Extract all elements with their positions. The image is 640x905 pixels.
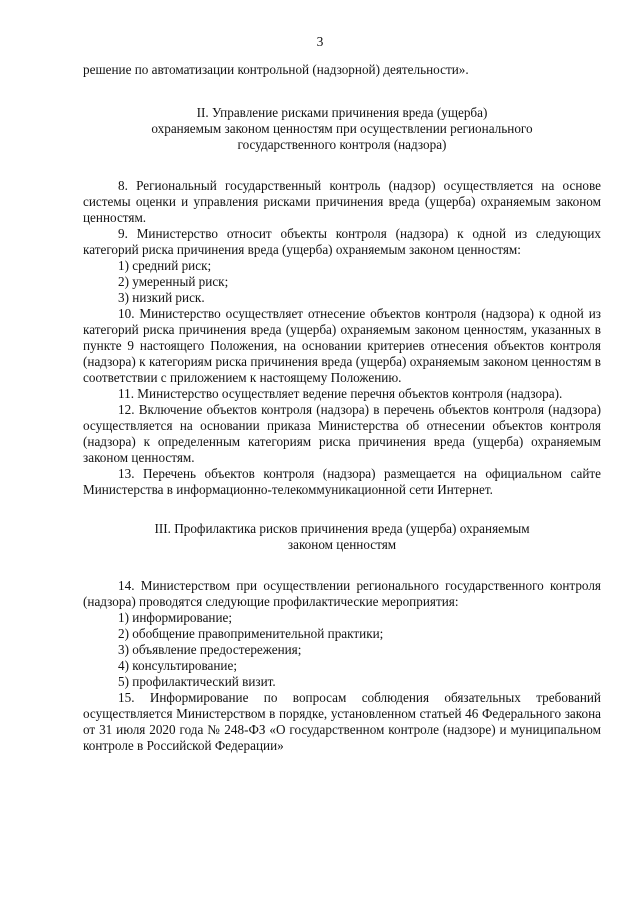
section-3-heading-line: законом ценностям <box>287 537 397 552</box>
prevention-measure-item: 4) консультирование; <box>118 658 238 673</box>
risk-category-item: 1) средний риск; <box>118 258 212 273</box>
paragraph-13: 13. Перечень объектов контроля (надзора) размещается на официальном сайте Министерства в информационно-телекоммуникационной сети Интернет. <box>83 466 601 497</box>
section-2-heading <box>83 105 601 153</box>
section-2-heading-line: охраняемым законом ценностям при осуществлении регионального <box>151 121 533 136</box>
section-3-heading-line: III. Профилактика рисков причинения вреда (ущерба) охраняемым <box>154 521 530 536</box>
risk-category-item: 2) умеренный риск; <box>118 274 229 289</box>
prevention-measure-item: 5) профилактический визит. <box>118 674 276 689</box>
page-number: 3 <box>316 34 324 49</box>
paragraph-9: 9. Министерство относит объекты контроля (надзора) к одной из следующих категорий риска причинения вреда (ущерба) охраняемым законом ценностям: <box>83 226 601 257</box>
paragraph-12: 12. Включение объектов контроля (надзора) в перечень объектов контроля (надзора) осуществляется на основании приказа Министерства об отнесении объектов контроля (надзора) к определенным категориям риска причинения вреда (ущерба) охраняемым законом ценностям. <box>83 402 601 465</box>
paragraph-14: 14. Министерством при осуществлении регионального государственного контроля (надзора) проводятся следующие профилактические мероприятия: <box>83 578 601 609</box>
prevention-measure-item: 1) информирование; <box>118 610 233 625</box>
paragraph-8: 8. Региональный государственный контроль (надзор) осуществляется на основе системы оценки и управления рисками причинения вреда (ущерба) охраняемым законом ценностям. <box>83 178 601 225</box>
prevention-measure-item: 2) обобщение правоприменительной практики; <box>118 626 384 641</box>
section-2-heading-line: государственного контроля (надзора) <box>237 137 447 152</box>
section-2-heading-line: II. Управление рисками причинения вреда (ущерба) <box>196 105 488 120</box>
paragraph-11: 11. Министерство осуществляет ведение перечня объектов контроля (надзора). <box>118 386 563 401</box>
paragraph-15: 15. Информирование по вопросам соблюдения обязательных требований осуществляется Министерством в порядке, установленном статьей 46 Федерального закона от 31 июля 2020 года № 248-ФЗ «О государственном контроле (надзоре) и муниципальном контроле в Российской Федерации» <box>83 690 601 753</box>
section-3-heading <box>83 521 601 553</box>
intro-line: решение по автоматизации контрольной (надзорной) деятельности». <box>83 62 469 77</box>
document-body <box>83 62 601 754</box>
prevention-measure-item: 3) объявление предостережения; <box>118 642 302 657</box>
risk-category-item: 3) низкий риск. <box>118 290 205 305</box>
paragraph-10: 10. Министерство осуществляет отнесение объектов контроля (надзора) к одной из категорий риска причинения вреда (ущерба) охраняемым законом ценностям, указанных в пункте 9 настоящего Положения, на основании критериев отнесения объектов контроля (надзора) к категориям риска причинения вреда (ущерба) охраняемым законом ценностям в соответствии с приложением к настоящему Положению. <box>83 306 601 385</box>
